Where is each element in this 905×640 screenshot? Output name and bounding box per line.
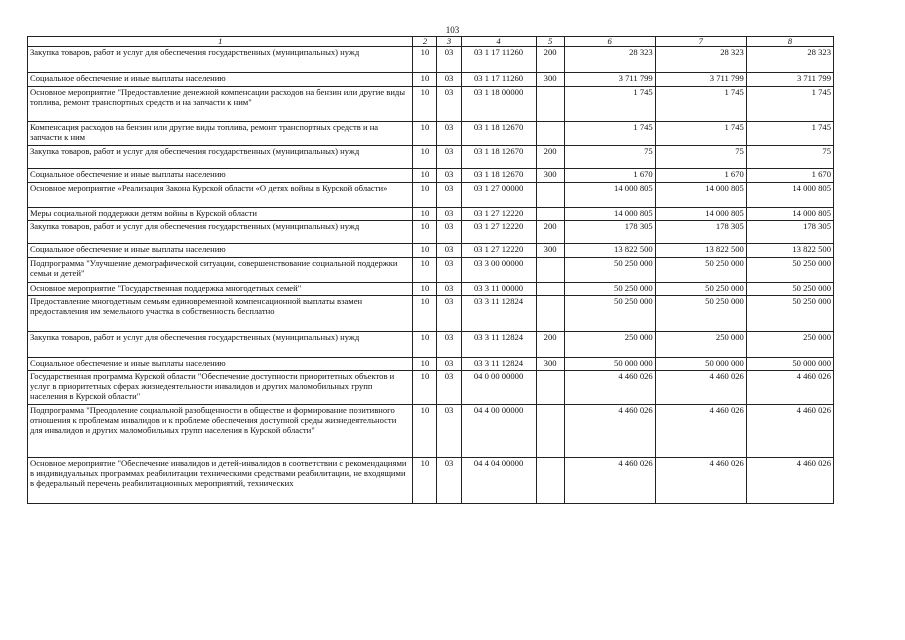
- row-name: Предоставление многодетным семьям единовременной компенсационной выплаты взамен предоставления им земельного участка в собственность бесплатно: [28, 296, 413, 332]
- row-sum-year-3: 28 323: [746, 47, 833, 73]
- table-row: [28, 169, 834, 183]
- column-header: 5: [536, 37, 564, 47]
- row-target-code: 03 1 27 12220: [461, 221, 536, 244]
- row-sum-year-2: 4 460 026: [655, 371, 746, 405]
- row-sum-year-2: 50 000 000: [655, 358, 746, 371]
- row-subsection: 03: [437, 332, 461, 358]
- row-sum-year-1: 250 000: [564, 332, 655, 358]
- row-expense-type: [536, 283, 564, 296]
- row-sum-year-2: 50 250 000: [655, 258, 746, 283]
- row-sum-year-2: 14 000 805: [655, 183, 746, 208]
- row-section: 10: [413, 122, 437, 146]
- row-target-code: 03 1 27 12220: [461, 244, 536, 258]
- column-header: 3: [437, 37, 461, 47]
- row-sum-year-2: 1 670: [655, 169, 746, 183]
- row-target-code: 03 1 17 11260: [461, 47, 536, 73]
- row-sum-year-3: 14 000 805: [746, 208, 833, 221]
- row-target-code: 03 1 27 00000: [461, 183, 536, 208]
- table-row: [28, 283, 834, 296]
- row-sum-year-3: 4 460 026: [746, 371, 833, 405]
- row-sum-year-2: 28 323: [655, 47, 746, 73]
- row-section: 10: [413, 73, 437, 87]
- row-sum-year-2: 13 822 500: [655, 244, 746, 258]
- row-section: 10: [413, 146, 437, 169]
- table-row: [28, 458, 834, 504]
- row-sum-year-3: 50 250 000: [746, 296, 833, 332]
- row-sum-year-3: 75: [746, 146, 833, 169]
- row-subsection: 03: [437, 87, 461, 122]
- row-section: 10: [413, 87, 437, 122]
- row-expense-type: [536, 122, 564, 146]
- row-sum-year-2: 4 460 026: [655, 405, 746, 458]
- row-sum-year-1: 28 323: [564, 47, 655, 73]
- row-name: Основное мероприятие "Обеспечение инвалидов и детей-инвалидов в соответствии с рекомендациями в индивидуальных программах реабилитации техническими средствами реабилитации, не входящими в федеральный перечень реабилитационных мероприятий, технических: [28, 458, 413, 504]
- row-sum-year-3: 4 460 026: [746, 405, 833, 458]
- row-sum-year-1: 75: [564, 146, 655, 169]
- column-header: 7: [655, 37, 746, 47]
- row-sum-year-1: 4 460 026: [564, 405, 655, 458]
- table-row: [28, 183, 834, 208]
- row-sum-year-2: 75: [655, 146, 746, 169]
- row-target-code: 03 1 27 12220: [461, 208, 536, 221]
- row-section: 10: [413, 458, 437, 504]
- row-target-code: 03 3 11 12824: [461, 296, 536, 332]
- row-section: 10: [413, 332, 437, 358]
- row-sum-year-1: 50 250 000: [564, 296, 655, 332]
- row-expense-type: [536, 258, 564, 283]
- row-name: Социальное обеспечение и иные выплаты населению: [28, 244, 413, 258]
- row-sum-year-3: 4 460 026: [746, 458, 833, 504]
- table-row: [28, 221, 834, 244]
- row-name: Закупка товаров, работ и услуг для обеспечения государственных (муниципальных) нужд: [28, 146, 413, 169]
- table-row: [28, 296, 834, 332]
- row-name: Основное мероприятие "Государственная поддержка многодетных семей": [28, 283, 413, 296]
- row-expense-type: 200: [536, 146, 564, 169]
- row-section: 10: [413, 258, 437, 283]
- budget-table: [27, 36, 834, 504]
- row-expense-type: 300: [536, 358, 564, 371]
- row-sum-year-1: 50 250 000: [564, 283, 655, 296]
- row-expense-type: [536, 371, 564, 405]
- row-target-code: 03 1 18 12670: [461, 122, 536, 146]
- row-section: 10: [413, 221, 437, 244]
- table-row: [28, 208, 834, 221]
- row-sum-year-2: 1 745: [655, 87, 746, 122]
- row-subsection: 03: [437, 208, 461, 221]
- table-row: [28, 146, 834, 169]
- column-header: 4: [461, 37, 536, 47]
- row-name: Социальное обеспечение и иные выплаты населению: [28, 358, 413, 371]
- row-subsection: 03: [437, 183, 461, 208]
- row-expense-type: 300: [536, 73, 564, 87]
- row-expense-type: 300: [536, 244, 564, 258]
- row-section: 10: [413, 244, 437, 258]
- row-sum-year-3: 1 745: [746, 87, 833, 122]
- row-target-code: 03 1 18 12670: [461, 169, 536, 183]
- row-sum-year-2: 50 250 000: [655, 283, 746, 296]
- table-row: [28, 87, 834, 122]
- row-sum-year-2: 3 711 799: [655, 73, 746, 87]
- row-sum-year-3: 1 745: [746, 122, 833, 146]
- row-target-code: 03 3 11 00000: [461, 283, 536, 296]
- row-sum-year-1: 13 822 500: [564, 244, 655, 258]
- row-section: 10: [413, 296, 437, 332]
- row-subsection: 03: [437, 122, 461, 146]
- row-name: Социальное обеспечение и иные выплаты населению: [28, 169, 413, 183]
- row-expense-type: 200: [536, 332, 564, 358]
- row-section: 10: [413, 405, 437, 458]
- row-section: 10: [413, 208, 437, 221]
- row-sum-year-2: 50 250 000: [655, 296, 746, 332]
- row-sum-year-1: 4 460 026: [564, 371, 655, 405]
- row-subsection: 03: [437, 47, 461, 73]
- row-target-code: 03 3 11 12824: [461, 358, 536, 371]
- row-sum-year-1: 4 460 026: [564, 458, 655, 504]
- row-subsection: 03: [437, 283, 461, 296]
- row-expense-type: [536, 405, 564, 458]
- row-sum-year-2: 178 305: [655, 221, 746, 244]
- row-name: Основное мероприятие "Предоставление денежной компенсации расходов на бензин или другие виды топлива, ремонт транспортных средств и на запчасти к ним": [28, 87, 413, 122]
- table-row: [28, 405, 834, 458]
- row-name: Закупка товаров, работ и услуг для обеспечения государственных (муниципальных) нужд: [28, 221, 413, 244]
- row-subsection: 03: [437, 73, 461, 87]
- row-sum-year-1: 14 000 805: [564, 183, 655, 208]
- row-target-code: 04 0 00 00000: [461, 371, 536, 405]
- row-sum-year-1: 50 000 000: [564, 358, 655, 371]
- row-sum-year-3: 50 000 000: [746, 358, 833, 371]
- row-subsection: 03: [437, 258, 461, 283]
- table-row: [28, 73, 834, 87]
- row-subsection: 03: [437, 146, 461, 169]
- row-section: 10: [413, 358, 437, 371]
- row-name: Основное мероприятие «Реализация Закона Курской области «О детях войны в Курской области»: [28, 183, 413, 208]
- column-header: 2: [413, 37, 437, 47]
- table-row: [28, 244, 834, 258]
- row-subsection: 03: [437, 358, 461, 371]
- row-target-code: 03 3 11 12824: [461, 332, 536, 358]
- row-sum-year-1: 3 711 799: [564, 73, 655, 87]
- row-name: Подпрограмма "Улучшение демографической ситуации, совершенствование социальной поддержки семьи и детей": [28, 258, 413, 283]
- row-sum-year-1: 178 305: [564, 221, 655, 244]
- row-name: Меры социальной поддержки детям войны в Курской области: [28, 208, 413, 221]
- row-sum-year-2: 14 000 805: [655, 208, 746, 221]
- row-subsection: 03: [437, 405, 461, 458]
- row-sum-year-1: 1 670: [564, 169, 655, 183]
- table-row: [28, 371, 834, 405]
- row-expense-type: [536, 458, 564, 504]
- header-row: [28, 37, 834, 47]
- row-expense-type: [536, 296, 564, 332]
- row-section: 10: [413, 169, 437, 183]
- row-sum-year-1: 14 000 805: [564, 208, 655, 221]
- row-name: Социальное обеспечение и иные выплаты населению: [28, 73, 413, 87]
- row-name: Государственная программа Курской области "Обеспечение доступности приоритетных объектов и услуг в приоритетных сферах жизнедеятельности инвалидов и других маломобильных групп населения в Курской области": [28, 371, 413, 405]
- row-sum-year-1: 50 250 000: [564, 258, 655, 283]
- table-row: [28, 122, 834, 146]
- row-expense-type: 200: [536, 47, 564, 73]
- row-target-code: 03 1 18 12670: [461, 146, 536, 169]
- column-header: 1: [28, 37, 413, 47]
- row-sum-year-2: 250 000: [655, 332, 746, 358]
- row-target-code: 04 4 04 00000: [461, 458, 536, 504]
- column-header: 6: [564, 37, 655, 47]
- row-sum-year-3: 3 711 799: [746, 73, 833, 87]
- row-expense-type: [536, 208, 564, 221]
- row-sum-year-3: 50 250 000: [746, 258, 833, 283]
- row-subsection: 03: [437, 244, 461, 258]
- column-header: 8: [746, 37, 833, 47]
- table-row: [28, 258, 834, 283]
- row-sum-year-2: 1 745: [655, 122, 746, 146]
- row-sum-year-2: 4 460 026: [655, 458, 746, 504]
- row-name: Закупка товаров, работ и услуг для обеспечения государственных (муниципальных) нужд: [28, 47, 413, 73]
- row-section: 10: [413, 371, 437, 405]
- row-sum-year-3: 1 670: [746, 169, 833, 183]
- row-expense-type: 200: [536, 221, 564, 244]
- row-sum-year-1: 1 745: [564, 122, 655, 146]
- row-section: 10: [413, 283, 437, 296]
- row-name: Закупка товаров, работ и услуг для обеспечения государственных (муниципальных) нужд: [28, 332, 413, 358]
- table-row: [28, 332, 834, 358]
- row-expense-type: [536, 183, 564, 208]
- row-sum-year-1: 1 745: [564, 87, 655, 122]
- row-sum-year-3: 178 305: [746, 221, 833, 244]
- row-name: Подпрограмма "Преодоление социальной разобщенности в обществе и формирование позитивного отношения к проблемам инвалидов и к проблеме обеспечения доступной среды жизнедеятельности для инвалидов и других маломобильных групп населения в Курской области": [28, 405, 413, 458]
- row-section: 10: [413, 183, 437, 208]
- table-row: [28, 358, 834, 371]
- row-expense-type: [536, 87, 564, 122]
- row-sum-year-3: 13 822 500: [746, 244, 833, 258]
- row-subsection: 03: [437, 221, 461, 244]
- page-number: 103: [445, 25, 460, 35]
- row-target-code: 04 4 00 00000: [461, 405, 536, 458]
- row-target-code: 03 3 00 00000: [461, 258, 536, 283]
- row-name: Компенсация расходов на бензин или другие виды топлива, ремонт транспортных средств и на запчасти к ним: [28, 122, 413, 146]
- row-subsection: 03: [437, 458, 461, 504]
- row-subsection: 03: [437, 371, 461, 405]
- row-sum-year-3: 50 250 000: [746, 283, 833, 296]
- row-sum-year-3: 250 000: [746, 332, 833, 358]
- row-section: 10: [413, 47, 437, 73]
- row-expense-type: 300: [536, 169, 564, 183]
- row-target-code: 03 1 18 00000: [461, 87, 536, 122]
- row-subsection: 03: [437, 169, 461, 183]
- table-row: [28, 47, 834, 73]
- row-sum-year-3: 14 000 805: [746, 183, 833, 208]
- row-subsection: 03: [437, 296, 461, 332]
- row-target-code: 03 1 17 11260: [461, 73, 536, 87]
